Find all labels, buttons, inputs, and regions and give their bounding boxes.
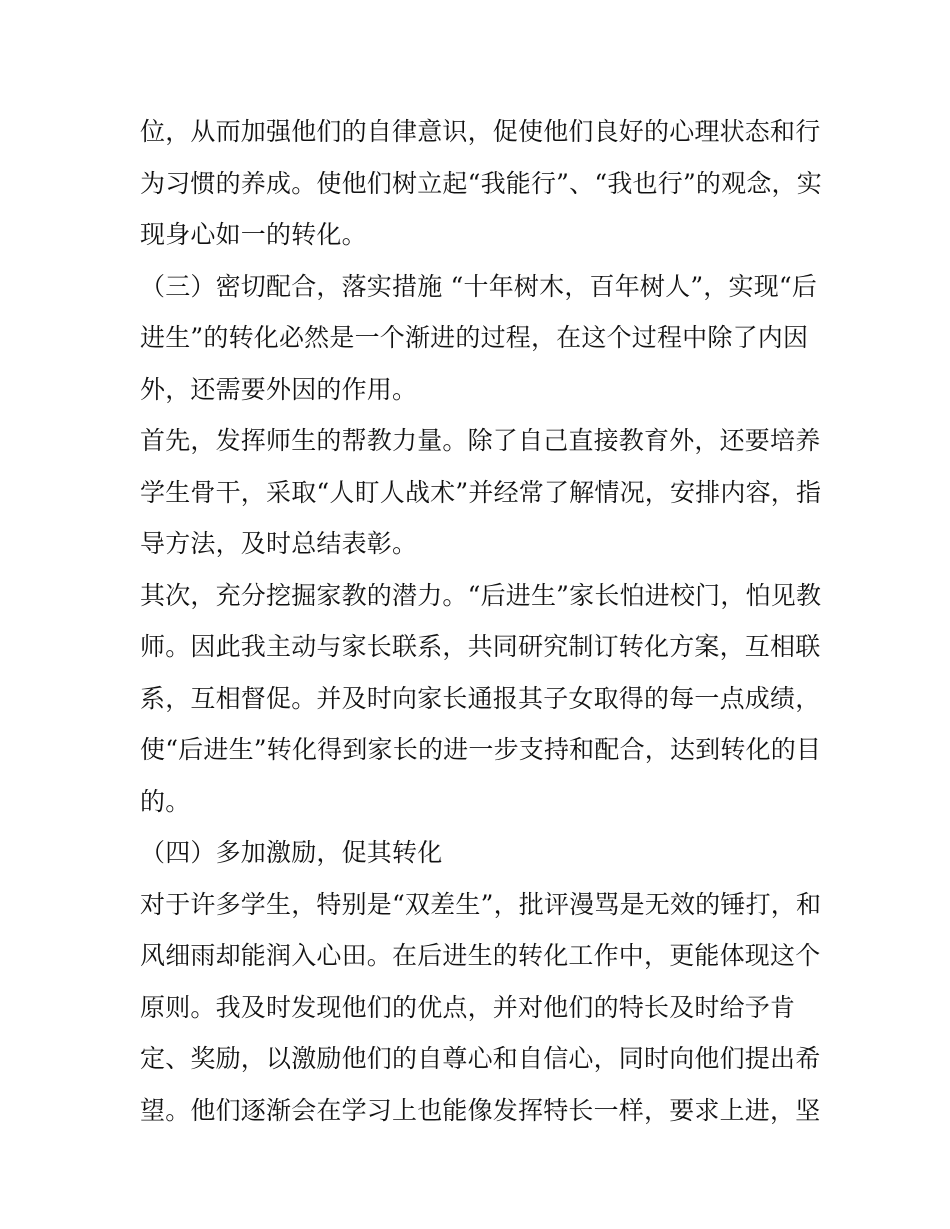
text-line: 望。他们逐渐会在学习上也能像发挥特长一样，要求上进，坚 xyxy=(140,1095,821,1125)
text-line: 其次，充分挖掘家教的潜力。“后进生”家长怕进校门，怕见教 xyxy=(140,580,822,610)
text-line: 导方法，及时总结表彰。 xyxy=(140,529,418,558)
text-line: 使“后进生”转化得到家长的进一步支持和配合，达到转化的目 xyxy=(140,735,822,764)
text-line: 的。 xyxy=(140,786,191,816)
text-line: 首先，发挥师生的帮教力量。除了自己直接教育外，还要培养 xyxy=(140,426,821,455)
text-line: 为习惯的养成。使他们树立起“我能行”、“我也行”的观念，实 xyxy=(140,168,822,198)
text-line: 师。因此我主动与家长联系，共同研究制订转化方案，互相联 xyxy=(140,632,821,661)
text-line: 学生骨干，采取“人盯人战术”并经常了解情况，安排内容，指 xyxy=(140,477,822,507)
text-line: 风细雨却能润入心田。在后进生的转化工作中，更能体现这个 xyxy=(140,941,821,970)
text-line: 进生”的转化必然是一个渐进的过程，在这个过程中除了内因 xyxy=(140,323,809,352)
text-line: 对于许多学生，特别是“双差生”，批评漫骂是无效的锤打，和 xyxy=(140,889,822,919)
text-line: 定、奖励，以激励他们的自尊心和自信心，同时向他们提出希 xyxy=(140,1044,821,1073)
text-line: 现身心如一的转化。 xyxy=(140,220,367,249)
section-heading-4: （四）多加激励，促其转化 xyxy=(140,838,443,867)
text-line: 系，互相督促。并及时向家长通报其子女取得的每一点成绩， xyxy=(140,683,821,713)
text-line: 位，从而加强他们的自律意识，促使他们良好的心理状态和行 xyxy=(140,117,821,146)
text-line: 原则。我及时发现他们的优点，并对他们的特长及时给予肯 xyxy=(140,992,796,1022)
text-line: 外，还需要外因的作用。 xyxy=(140,374,418,404)
section-heading-3: （三）密切配合，落实措施 “十年树木，百年树人”，实现“后 xyxy=(140,271,818,301)
body-text xyxy=(140,106,820,1136)
